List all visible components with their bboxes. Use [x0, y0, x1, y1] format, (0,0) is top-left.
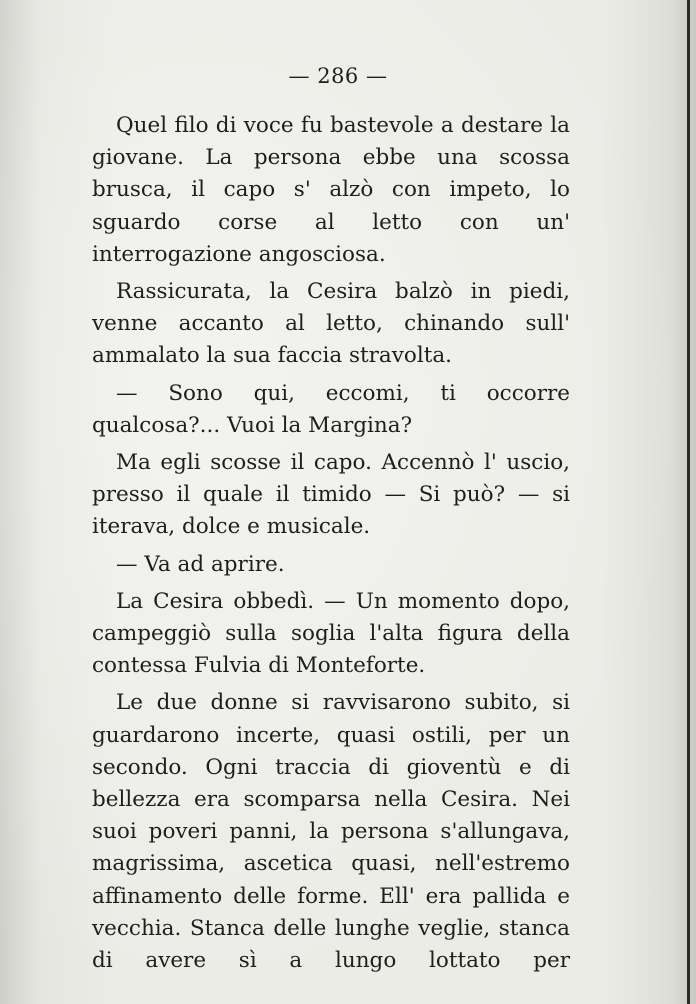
body-text	[92, 110, 570, 982]
paragraph: Quel filo di voce fu bastevole a destare la giovane. La persona ebbe una scossa brusca, il capo s' alzò con impeto, lo sguardo corse al letto con un' interrogazione angosciosa.	[92, 113, 570, 267]
page-edge-shadow	[687, 0, 690, 1004]
paragraph: Ma egli scosse il capo. Accennò l' uscio, presso il quale il timido — Si può? — si iterava, dolce e musicale.	[92, 450, 570, 540]
paragraph: — Sono qui, eccomi, ti occorre qualcosa?... Vuoi la Margina?	[92, 380, 570, 438]
page-number-header: — 286 —	[288, 64, 388, 88]
paragraph: La Cesira obbedì. — Un momento dopo, campeggiò sulla soglia l'alta figura della contessa Fulvia di Monteforte.	[92, 588, 570, 679]
paragraph: Rassicurata, la Cesira balzò in piedi, venne accanto al letto, chinando sull' ammalato la sua faccia stravolta.	[92, 279, 570, 369]
paragraph: — Va ad aprire.	[116, 551, 285, 577]
paragraph: Le due donne si ravvisarono subito, si guardarono incerte, quasi ostili, per un secondo. Ogni traccia di gioventù e di bellezza era scomparsa nella Cesira. Nei suoi poveri panni, la persona s'allungava, magrissima, ascetica quasi, nell'estremo affinamento delle forme. Ell' era pallida e vecchia. Stanca delle lunghe veglie, stanca di avere sì a lungo lottato per	[92, 690, 570, 974]
